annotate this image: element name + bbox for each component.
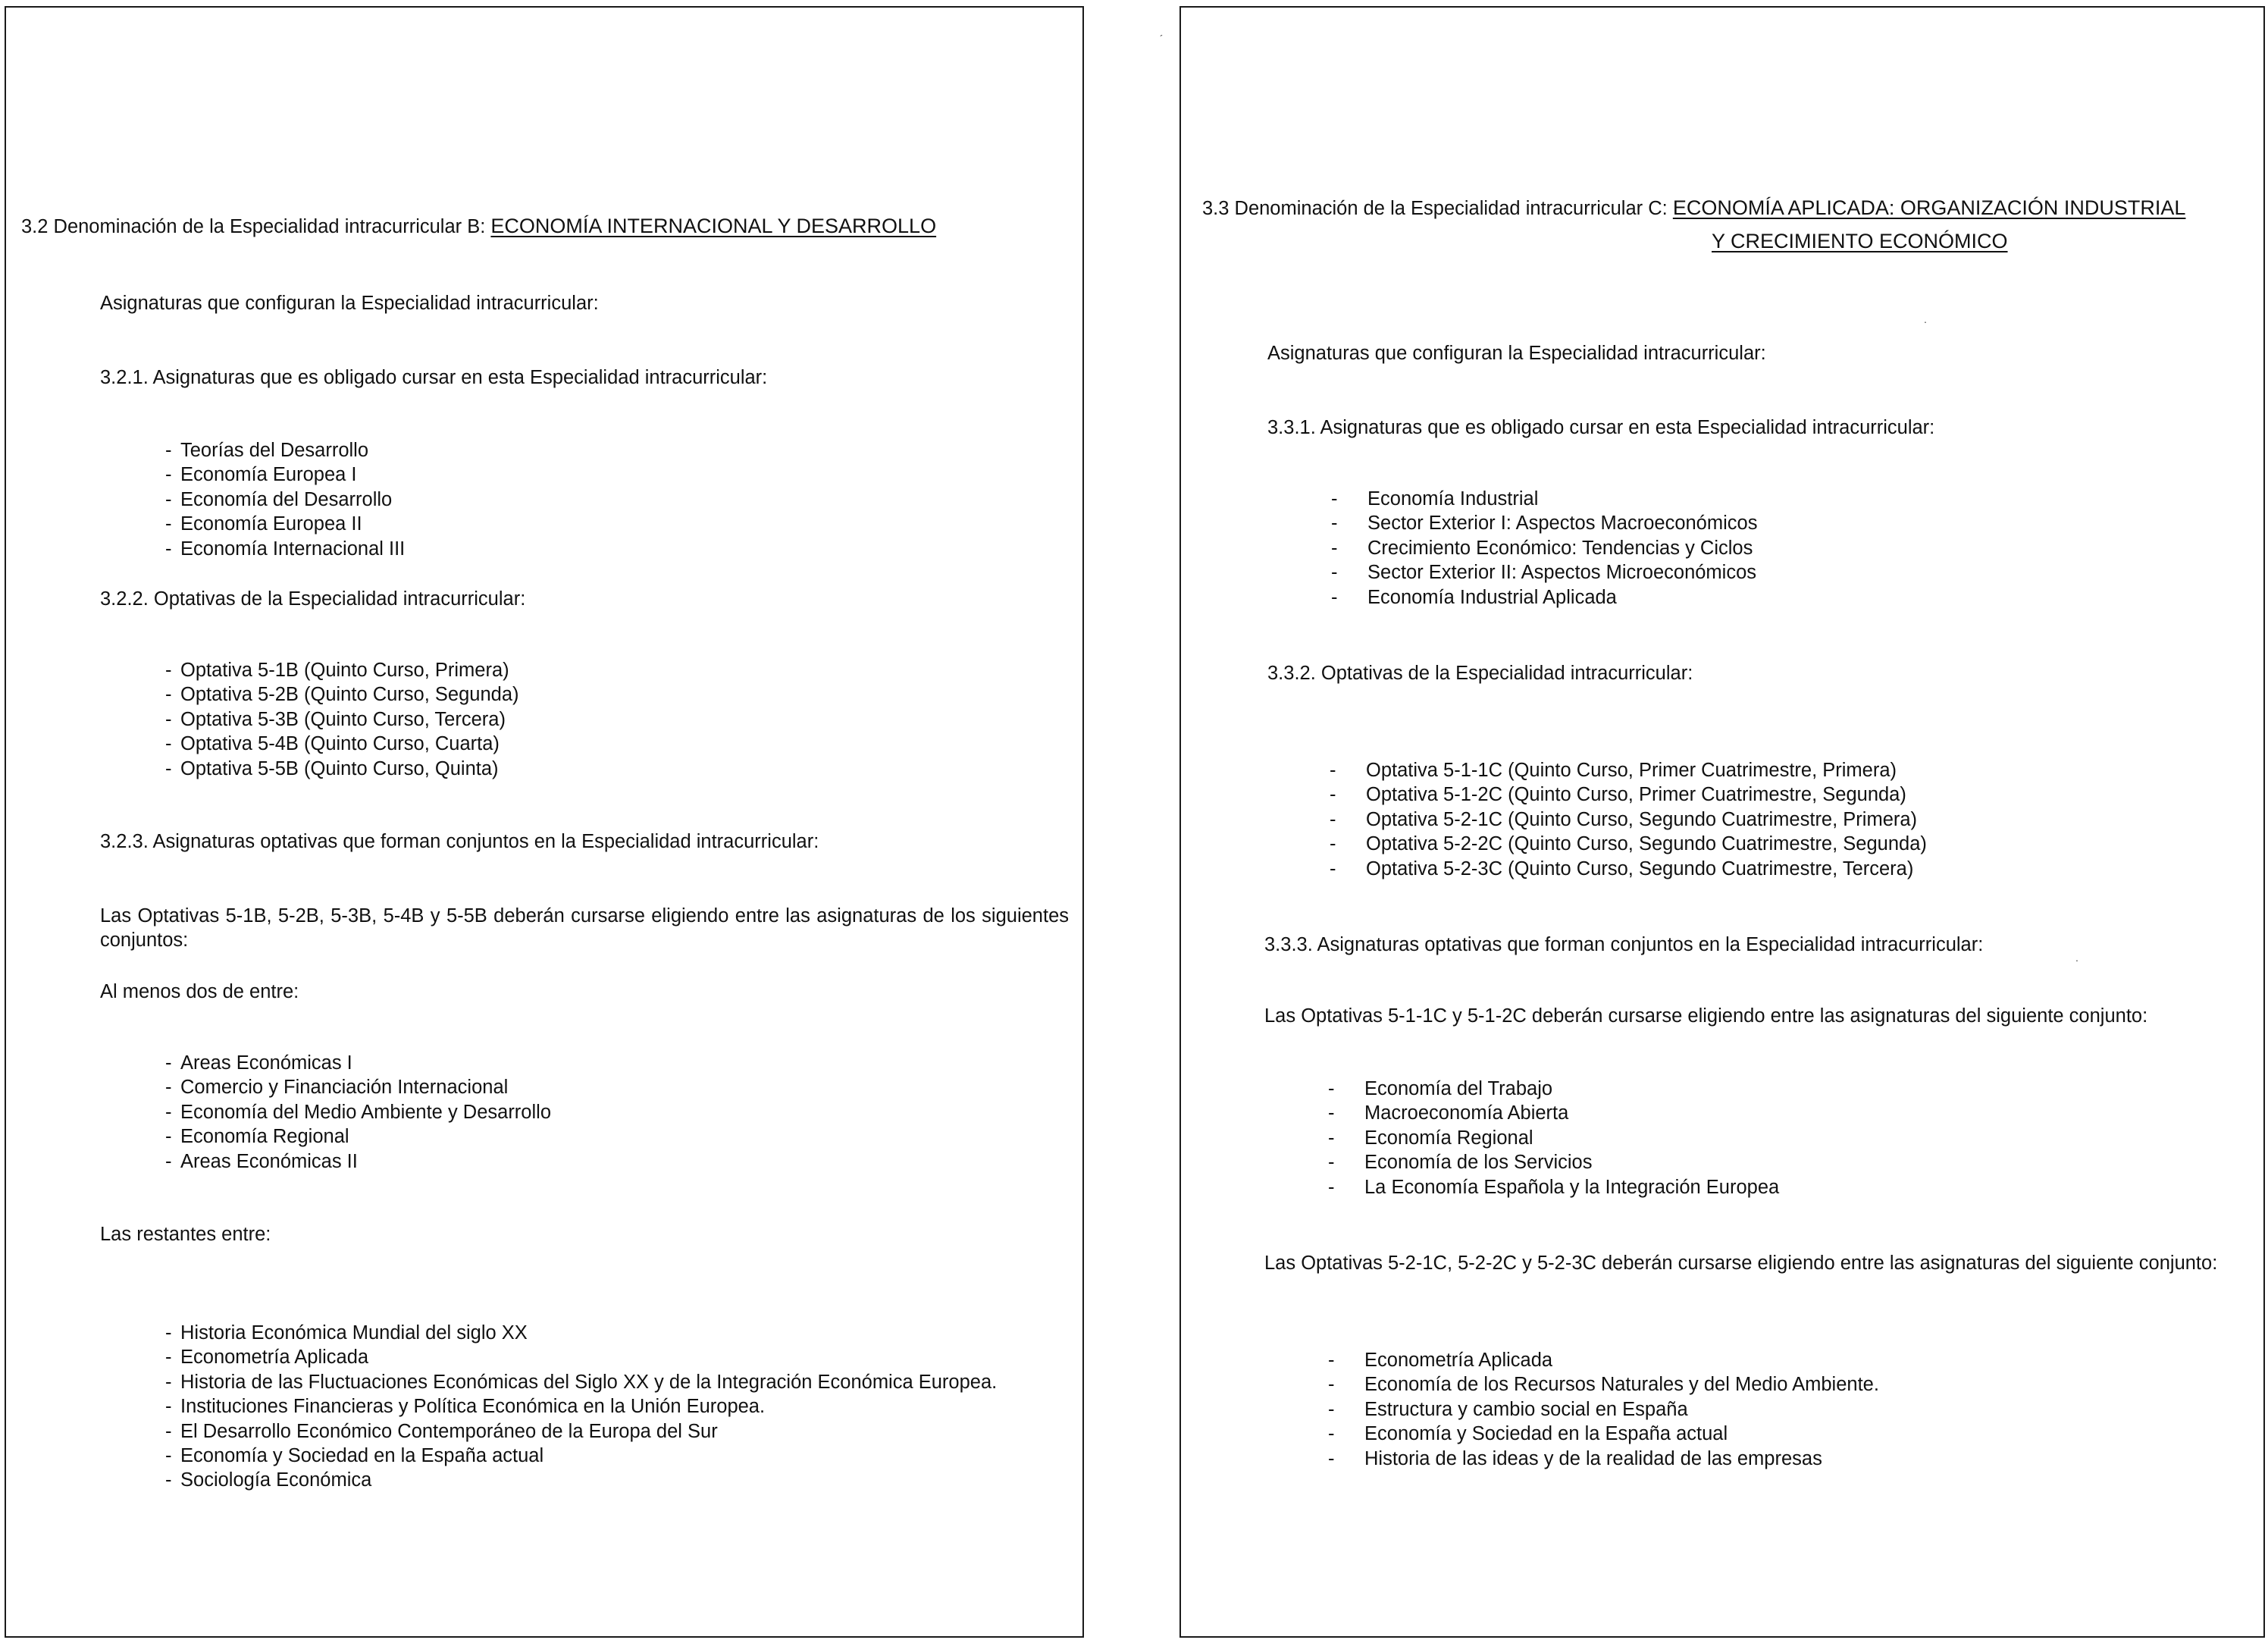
list-item: - Sector Exterior II: Aspectos Microeconómicos [1331,562,1757,584]
section-heading-c [1202,196,2185,221]
list-item: - Optativa 5-4B (Quinto Curso, Cuarta) [165,733,500,755]
group2-title: Las restantes entre: [100,1224,271,1245]
list-item: - Optativa 5-3B (Quinto Curso, Tercera) [165,708,506,730]
list-item: - Macroeconomía Abierta [1328,1102,1569,1124]
list-item: - Optativa 5-1-1C (Quinto Curso, Primer Cuatrimestre, Primera) [1330,760,1897,781]
scan-speck: ´ [1160,33,1164,45]
list-item: - Optativa 5-2-2C (Quinto Curso, Segundo Cuatrimestre, Segunda) [1330,833,1927,855]
list-item: - Optativa 5-5B (Quinto Curso, Quinta) [165,757,499,779]
heading-prefix: 3.3 Denominación de la Especialidad intracurricular C: [1202,198,1673,219]
heading-title: ECONOMÍA INTERNACIONAL Y DESARROLLO [490,215,937,237]
intro-text: Asignaturas que configuran la Especialidad intracurricular: [100,293,599,314]
list-item: - Historia de las Fluctuaciones Económicas del Siglo XX y de la Integración Económica Europea. [165,1371,998,1393]
list-item: - Areas Económicas II [165,1150,358,1172]
page-left [5,6,1084,1638]
list-item: - Optativa 5-1-2C (Quinto Curso, Primer Cuatrimestre, Segunda) [1330,784,1906,806]
list-item: - El Desarrollo Económico Contemporáneo de la Europa del Sur [165,1420,718,1442]
list-item: - Economía y Sociedad en la España actual [165,1445,544,1467]
heading-title-line2: Y CRECIMIENTO ECONÓMICO [1712,230,2008,252]
list-item: - Optativa 5-2-3C (Quinto Curso, Segundo Cuatrimestre, Tercera) [1330,858,1914,880]
list-item: - Economía del Desarrollo [165,488,393,510]
page-right [1179,6,2265,1638]
scan-speck: . [1924,313,1927,325]
list-item: - Econometría Aplicada [165,1347,369,1369]
section-heading-b [21,214,936,239]
list-item: - Historia Económica Mundial del siglo XX [165,1322,528,1344]
subsection-title-323: 3.2.3. Asignaturas optativas que forman conjuntos en la Especialidad intracurricular: [100,831,819,852]
subsection-title-321: 3.2.1. Asignaturas que es obligado cursar en esta Especialidad intracurricular: [100,367,768,388]
mandatory-list [1331,487,1757,610]
list-item: - Economía Internacional III [165,538,406,560]
list-item: - Comercio y Financiación Internacional [165,1077,509,1099]
list-item: - Econometría Aplicada [1328,1350,1553,1371]
list-item: - Optativa 5-2-1C (Quinto Curso, Segundo Cuatrimestre, Primera) [1330,808,1918,830]
conjunto-paragraph-2: Las Optativas 5-2-1C, 5-2-2C y 5-2-3C deberán cursarse eligiendo entre las asignaturas del siguiente conjunto: [1264,1253,2218,1274]
list-item: - Historia de las ideas y de la realidad de las empresas [1328,1447,1822,1469]
list-item: - Economía Europea I [165,464,357,486]
subsection-title-332: 3.3.2. Optativas de la Especialidad intracurricular: [1267,663,1693,684]
conjunto-paragraph-1: Las Optativas 5-1-1C y 5-1-2C deberán cursarse eligiendo entre las asignaturas del siguiente conjunto: [1264,1005,2148,1027]
list-item: - Economía del Trabajo [1328,1078,1553,1099]
intro-text: Asignaturas que configuran la Especialidad intracurricular: [1267,343,1766,364]
optional-list [165,658,519,781]
list-item: - Economía Europea II [165,513,362,535]
group1-list [165,1051,551,1174]
conjuntos-paragraph: Las Optativas 5-1B, 5-2B, 5-3B, 5-4B y 5-5B deberán cursarse eligiendo entre las asignaturas de los siguientes conjuntos: [100,905,1069,951]
subsection-title-333: 3.3.3. Asignaturas optativas que forman conjuntos en la Especialidad intracurricular: [1264,934,1984,955]
list-item: - Optativa 5-2B (Quinto Curso, Segunda) [165,684,519,706]
optional-list [1330,758,1927,881]
heading-prefix: 3.2 Denominación de la Especialidad intracurricular B: [21,216,491,237]
group1-title: Al menos dos de entre: [100,981,299,1002]
list-item: - Areas Económicas I [165,1052,352,1074]
list-item: - Economía Industrial [1331,488,1539,510]
list-item: - Economía de los Recursos Naturales y del Medio Ambiente. [1328,1374,1879,1396]
subsection-title-322: 3.2.2. Optativas de la Especialidad intracurricular: [100,588,526,610]
list-item: - Economía y Sociedad en la España actual [1328,1423,1728,1445]
list-item: - Sociología Económica [165,1469,372,1491]
list-item: - Economía Regional [1328,1127,1533,1149]
list-item: - La Economía Española y la Integración Europea [1328,1176,1780,1198]
list-item: - Teorías del Desarrollo [165,440,369,461]
list-item: - Economía Industrial Aplicada [1331,586,1617,608]
list-item: - Economía de los Servicios [1328,1152,1593,1174]
list-item: - Optativa 5-1B (Quinto Curso, Primera) [165,660,509,681]
group2-list [1328,1348,1879,1471]
list-item: - Economía del Medio Ambiente y Desarrollo [165,1101,551,1123]
heading-title-line1: ECONOMÍA APLICADA: ORGANIZACIÓN INDUSTRIAL [1672,196,2186,219]
scan-speck: . [2075,952,2078,964]
list-item: - Crecimiento Económico: Tendencias y Ciclos [1331,537,1753,559]
subsection-title-331: 3.3.1. Asignaturas que es obligado cursar en esta Especialidad intracurricular: [1267,417,1935,438]
mandatory-list [165,438,405,561]
list-item: - Estructura y cambio social en España [1328,1398,1688,1420]
group2-list [165,1321,997,1493]
list-item: - Instituciones Financieras y Política Económica en la Unión Europea. [165,1396,766,1418]
list-item: - Economía Regional [165,1126,349,1148]
list-item: - Sector Exterior I: Aspectos Macroeconómicos [1331,513,1758,535]
group1-list [1328,1077,1779,1199]
